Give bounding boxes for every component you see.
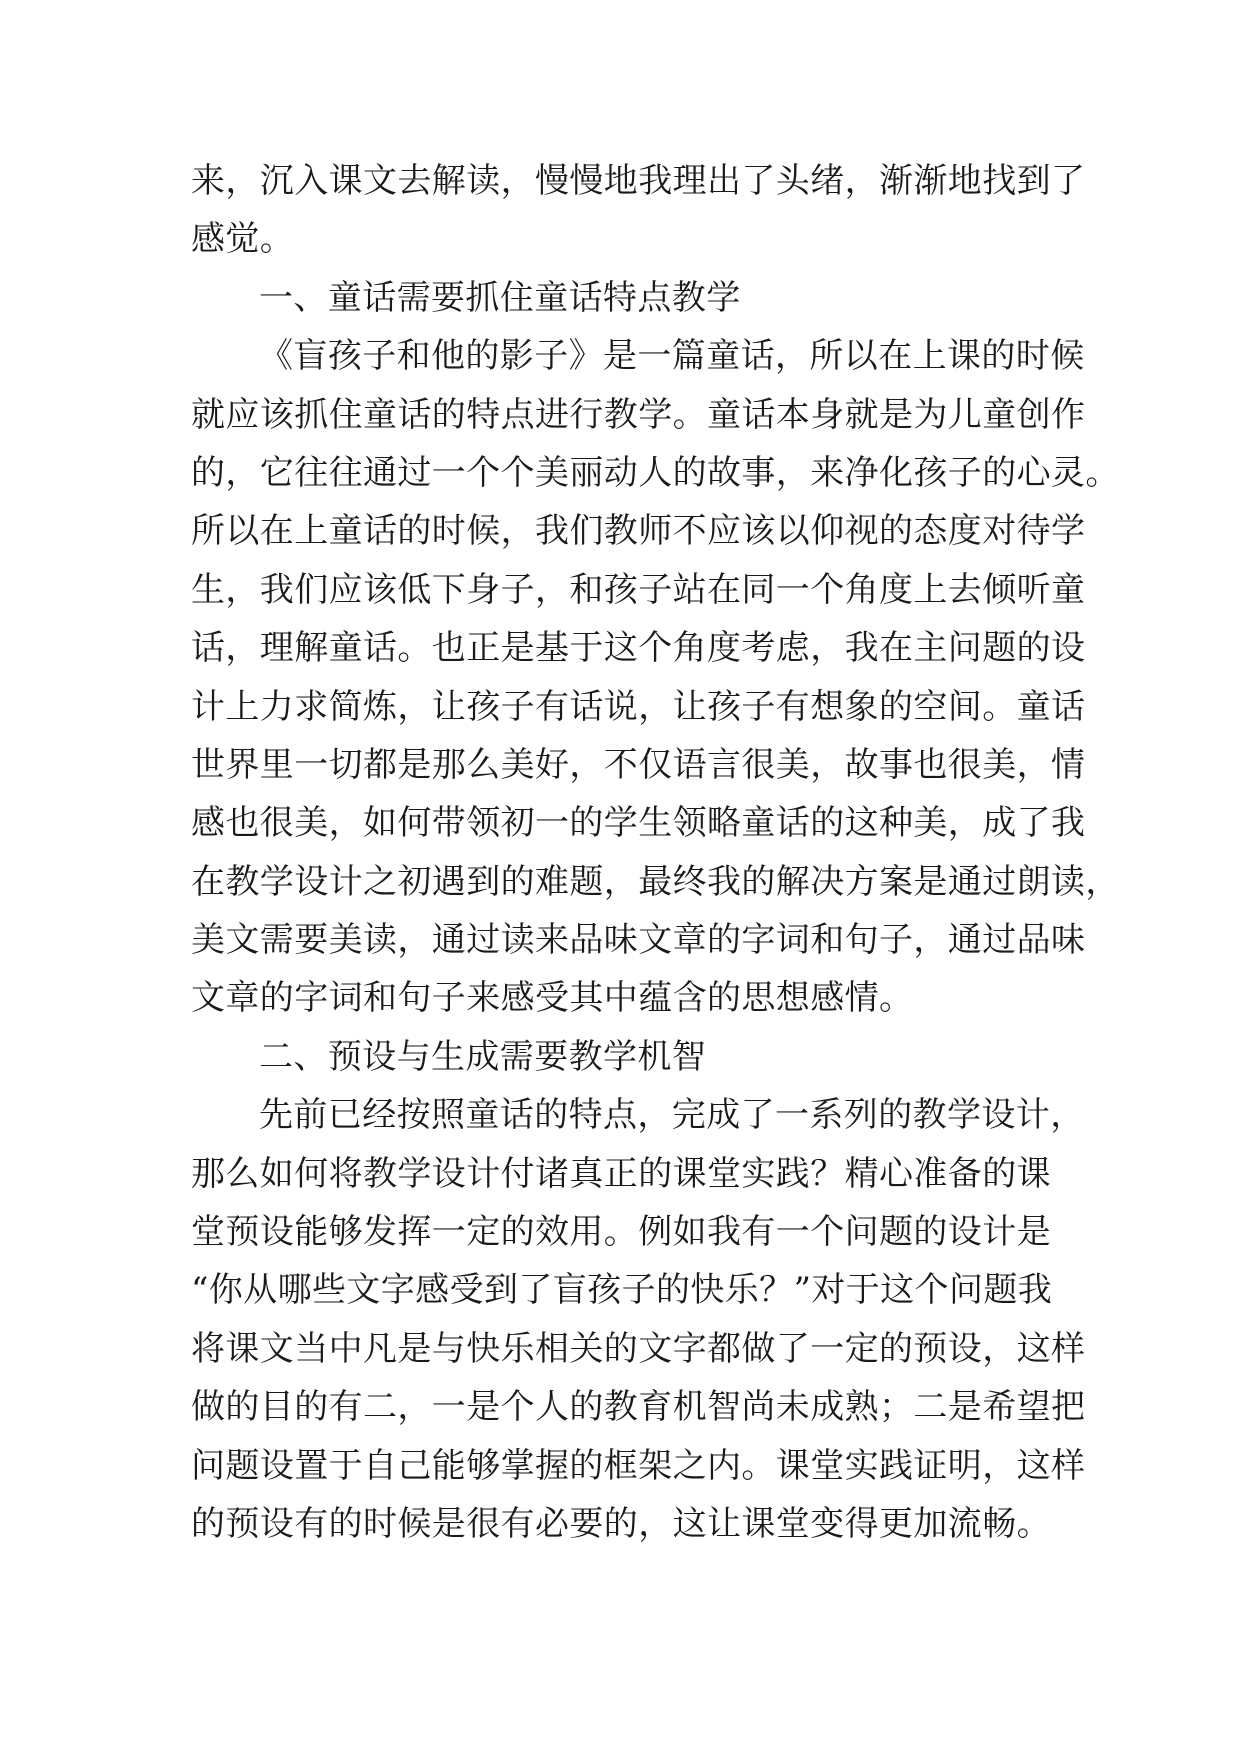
section-heading-1: 一、童话需要抓住童话特点教学	[259, 277, 741, 318]
paragraph-line: 文章的字词和句子来感受其中蕴含的思想感情。	[191, 978, 914, 1019]
document-body	[191, 152, 1120, 1553]
paragraph-line: 将课文当中凡是与快乐相关的文字都做了一定的预设，这样	[191, 1328, 1086, 1369]
paragraph-line: 先前已经按照童话的特点，完成了一系列的教学设计，	[259, 1095, 1085, 1136]
paragraph-line: “你从哪些文字感受到了盲孩子的快乐？”对于这个问题我	[191, 1270, 1053, 1311]
paragraph-line: 生，我们应该低下身子，和孩子站在同一个角度上去倾听童	[191, 569, 1086, 610]
paragraph-line: 就应该抓住童话的特点进行教学。童话本身就是为儿童创作	[191, 394, 1086, 435]
paragraph-line: 问题设置于自己能够掌握的框架之内。课堂实践证明，这样	[191, 1445, 1086, 1486]
paragraph-line: 做的目的有二，一是个人的教育机智尚未成熟；二是希望把	[191, 1387, 1086, 1428]
paragraph-line: 感觉。	[191, 219, 295, 260]
paragraph-line: 世界里一切都是那么美好，不仅语言很美，故事也很美，情	[191, 744, 1086, 785]
paragraph-line: 堂预设能够发挥一定的效用。例如我有一个问题的设计是	[191, 1212, 1051, 1253]
paragraph-line: 在教学设计之初遇到的难题，最终我的解决方案是通过朗读，	[191, 861, 1120, 902]
paragraph-line: 《盲孩子和他的影子》是一篇童话，所以在上课的时候	[259, 336, 1085, 377]
paragraph-line: 话，理解童话。也正是基于这个角度考虑，我在主问题的设	[191, 628, 1086, 669]
section-heading-2: 二、预设与生成需要教学机智	[259, 1036, 707, 1077]
paragraph-line: 那么如何将教学设计付诸真正的课堂实践？精心准备的课	[191, 1153, 1051, 1194]
paragraph-line: 美文需要美读，通过读来品味文章的字词和句子，通过品味	[191, 920, 1086, 961]
paragraph-line: 计上力求简炼，让孩子有话说，让孩子有想象的空间。童话	[191, 686, 1086, 727]
paragraph-line: 所以在上童话的时候，我们教师不应该以仰视的态度对待学	[191, 511, 1086, 552]
paragraph-line: 感也很美，如何带领初一的学生领略童话的这种美，成了我	[191, 803, 1086, 844]
paragraph-line: 来，沉入课文去解读，慢慢地我理出了头绪，渐渐地找到了	[191, 161, 1086, 201]
paragraph-line: 的，它往往通过一个个美丽动人的故事，来净化孩子的心灵。	[191, 452, 1120, 493]
paragraph-line: 的预设有的时候是很有必要的，这让课堂变得更加流畅。	[191, 1503, 1051, 1544]
